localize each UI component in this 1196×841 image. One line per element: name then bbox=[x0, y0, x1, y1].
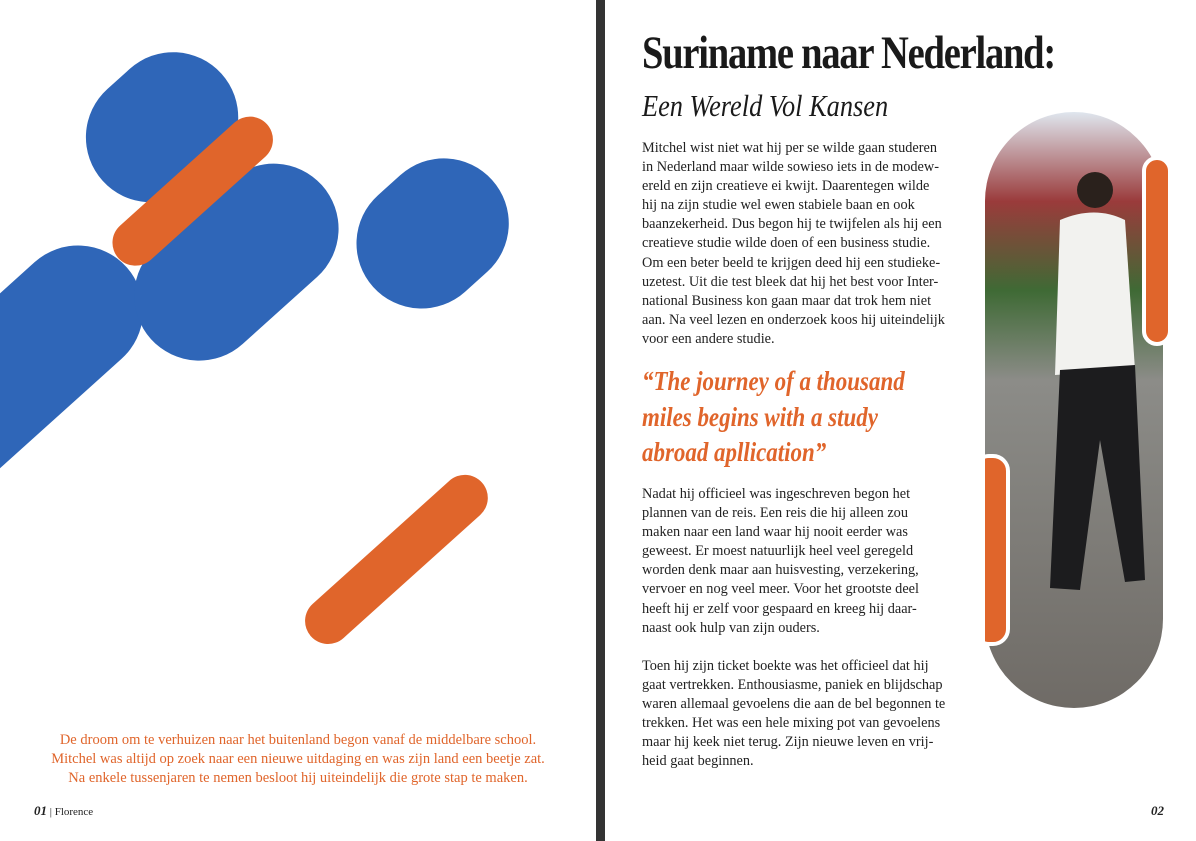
text-line: trekken. Het was een hele mixing pot van gevoelens bbox=[642, 715, 941, 732]
paragraph-3 bbox=[642, 657, 982, 772]
text-line: heid gaat beginnen. bbox=[642, 753, 754, 770]
text-line: waren allemaal gevoelens die aan de bel begonnen te bbox=[642, 696, 946, 713]
footer-left bbox=[34, 803, 93, 819]
text-line: ereld en zijn creatieve ei kwijt. Daarentegen wilde bbox=[642, 178, 930, 195]
text-line: plannen van de reis. Een reis die hij alleen zou bbox=[642, 505, 908, 522]
quote-line: “The journey of a thousand bbox=[642, 366, 905, 396]
portrait-photo bbox=[985, 110, 1175, 710]
magazine-name: Florence bbox=[54, 806, 94, 818]
text-line: national Business kon gaan maar dat trok hem niet bbox=[642, 292, 932, 309]
text-line: creatieve studie wilde doen of een business studie. bbox=[642, 235, 931, 252]
text-line: hij na zijn studie wel ewen stabiele baan en ook bbox=[642, 197, 915, 214]
collage-artwork bbox=[0, 0, 596, 730]
caption-line: Mitchel was altijd op zoek naar een nieuwe uitdaging en was zijn land een beetje zat. bbox=[51, 751, 545, 767]
page-number: 02 bbox=[1151, 803, 1164, 818]
text-line: naast ook hulp van zijn ouders. bbox=[642, 619, 820, 636]
quote-line: abroad apllication” bbox=[642, 437, 827, 467]
article-title: Suriname naar Nederland: bbox=[642, 27, 1055, 79]
text-line: voor een andere studie. bbox=[642, 330, 775, 347]
text-line: uzetest. Uit die test bleek dat hij het best voor Inter- bbox=[642, 273, 939, 290]
text-line: aan. Na veel lezen en onderzoek koos hij uiteindelijk bbox=[642, 311, 945, 328]
blue-pills bbox=[0, 0, 536, 650]
intro-caption bbox=[0, 731, 596, 788]
text-line: geweest. Er moest natuurlijk heel veel geregeld bbox=[642, 543, 914, 560]
paragraph-2 bbox=[642, 485, 982, 638]
text-line: Mitchel wist niet wat hij per se wilde gaan studeren bbox=[642, 140, 937, 156]
quote-line: miles begins with a study bbox=[642, 401, 878, 432]
caption-line: De droom om te verhuizen naar het buitenland begon vanaf de middelbare school. bbox=[59, 732, 537, 748]
text-line: maken naar een land waar hij nooit eerder was bbox=[642, 524, 908, 541]
text-line: heeft hij er zelf voor gespaard en kreeg hij daar- bbox=[642, 600, 917, 617]
page-number: 01 bbox=[34, 803, 47, 818]
text-line: Toen hij zijn ticket boekte was het officieel dat hij bbox=[642, 658, 929, 674]
text-line: vervoer en nog veel meer. Voor het grootste deel bbox=[642, 581, 919, 598]
text-line: gaat vertrekken. Enthousiasme, paniek en blijdschap bbox=[642, 677, 943, 694]
text-line: worden denk maar aan huisvesting, verzekering, bbox=[642, 562, 919, 579]
pull-quote bbox=[642, 364, 905, 471]
text-line: Om een beter beeld te krijgen deed hij een studieke- bbox=[642, 254, 941, 271]
orange-pill-bottom bbox=[985, 456, 1008, 644]
left-page bbox=[0, 0, 596, 841]
separator: | bbox=[49, 806, 52, 818]
text-line: baanzekerheid. Dus begon hij te twijfelen als hij een bbox=[642, 216, 942, 233]
orange-pill-top bbox=[1144, 158, 1170, 344]
text-line: maar hij keek niet terug. Zijn nieuwe leven en vrij- bbox=[642, 734, 934, 751]
caption-line: Na enkele tussenjaren te nemen besloot hij uiteindelijk die grote stap te maken. bbox=[68, 770, 528, 786]
right-page bbox=[605, 0, 1196, 841]
text-line: in Nederland maar wilde sowieso iets in de modew- bbox=[642, 159, 939, 176]
spine-divider bbox=[596, 0, 605, 841]
parked-cars bbox=[0, 465, 596, 505]
paragraph-1 bbox=[642, 139, 982, 349]
article-subtitle: Een Wereld Vol Kansen bbox=[642, 88, 889, 123]
text-line: Nadat hij officieel was ingeschreven begon het bbox=[642, 486, 911, 502]
